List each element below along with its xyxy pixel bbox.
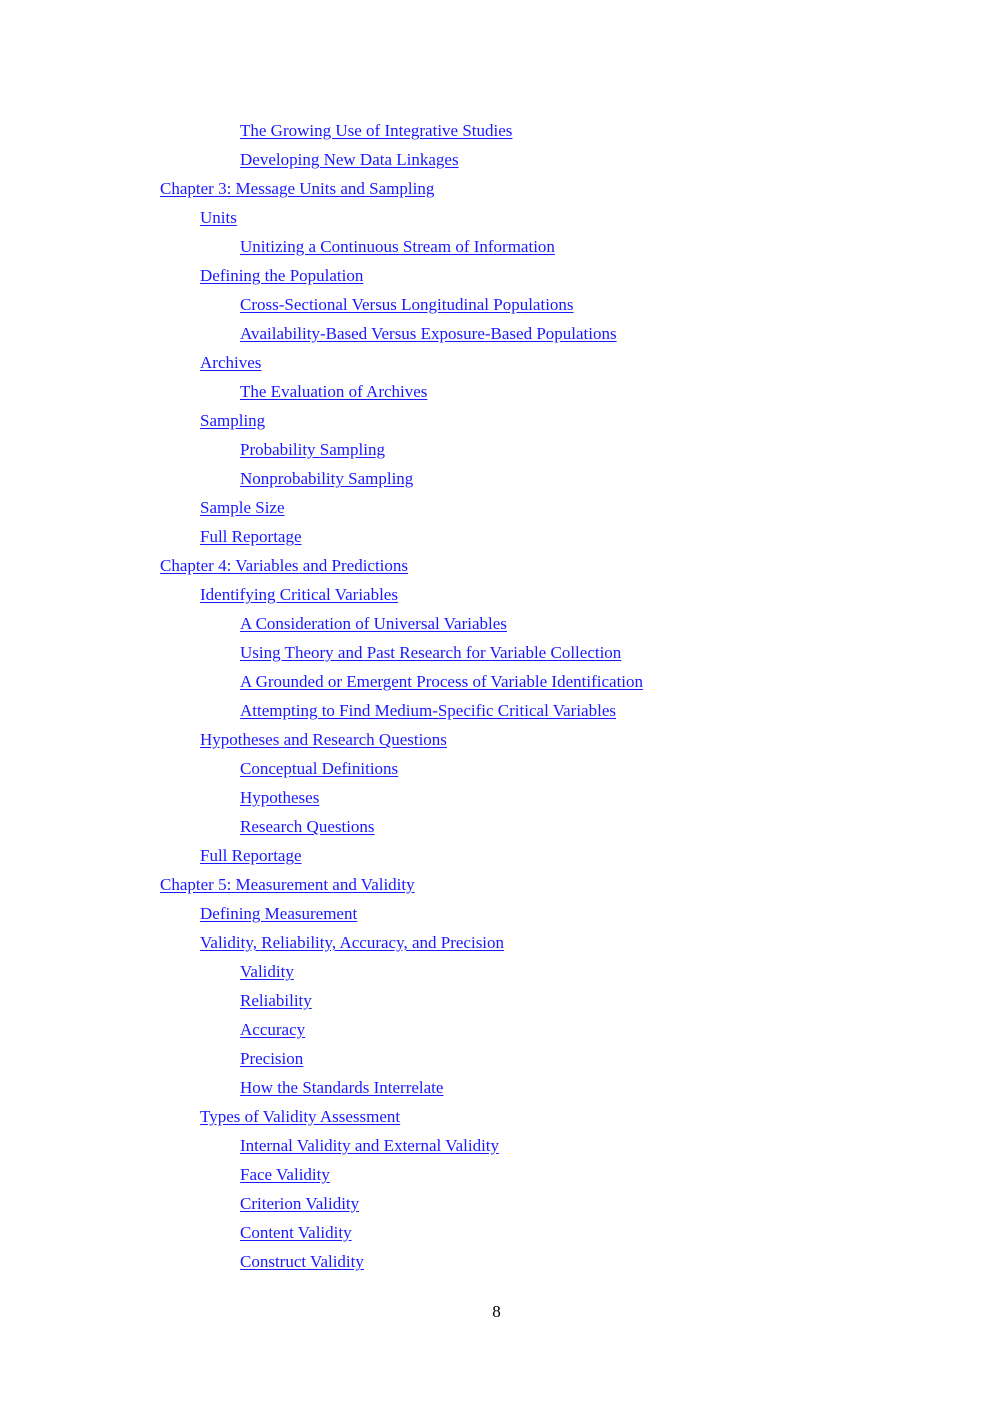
toc-link[interactable]: Research Questions <box>240 817 375 836</box>
toc-section-entry <box>160 1102 860 1131</box>
toc-section-entry <box>160 899 860 928</box>
toc-section-entry <box>160 203 860 232</box>
toc-subsection-entry <box>160 1073 860 1102</box>
toc-link[interactable]: Hypotheses <box>240 788 320 807</box>
toc-subsection-entry <box>160 667 860 696</box>
toc-section-entry <box>160 406 860 435</box>
toc-link[interactable]: Construct Validity <box>240 1252 364 1271</box>
toc-subsection-entry <box>160 783 860 812</box>
toc-link[interactable]: Developing New Data Linkages <box>240 150 459 169</box>
toc-link[interactable]: Types of Validity Assessment <box>200 1107 401 1126</box>
toc-subsection-entry <box>160 957 860 986</box>
toc-link[interactable]: Chapter 4: Variables and Predictions <box>160 556 409 575</box>
toc-link[interactable]: Reliability <box>240 991 312 1010</box>
toc-link[interactable]: Using Theory and Past Research for Variable Collection <box>240 643 622 662</box>
toc-link[interactable]: Content Validity <box>240 1223 352 1242</box>
toc-section-entry <box>160 261 860 290</box>
toc-link[interactable]: The Evaluation of Archives <box>240 382 428 401</box>
toc-subsection-entry <box>160 812 860 841</box>
toc-link[interactable]: Cross-Sectional Versus Longitudinal Populations <box>240 295 574 314</box>
toc-link[interactable]: Sample Size <box>200 498 285 517</box>
toc-link[interactable]: How the Standards Interrelate <box>240 1078 444 1097</box>
toc-link[interactable]: Accuracy <box>240 1020 306 1039</box>
toc-link[interactable]: Units <box>200 208 237 227</box>
toc-link[interactable]: Attempting to Find Medium-Specific Critical Variables <box>240 701 616 720</box>
toc-subsection-entry <box>160 986 860 1015</box>
toc-subsection-entry <box>160 609 860 638</box>
toc-subsection-entry <box>160 638 860 667</box>
toc-link[interactable]: Hypotheses and Research Questions <box>200 730 447 749</box>
toc-link[interactable]: Archives <box>200 353 262 372</box>
toc-chapter-entry <box>160 551 860 580</box>
toc-link[interactable]: Unitizing a Continuous Stream of Information <box>240 237 555 256</box>
toc-section-entry <box>160 928 860 957</box>
toc-link[interactable]: Face Validity <box>240 1165 330 1184</box>
toc-section-entry <box>160 580 860 609</box>
toc-subsection-entry <box>160 464 860 493</box>
toc-subsection-entry <box>160 1131 860 1160</box>
toc-subsection-entry <box>160 116 860 145</box>
toc-chapter-entry <box>160 870 860 899</box>
table-of-contents <box>160 116 860 1276</box>
toc-link[interactable]: Full Reportage <box>200 527 302 546</box>
toc-section-entry <box>160 841 860 870</box>
toc-link[interactable]: Availability-Based Versus Exposure-Based Populations <box>240 324 617 343</box>
toc-subsection-entry <box>160 232 860 261</box>
toc-link[interactable]: Internal Validity and External Validity <box>240 1136 500 1155</box>
toc-subsection-entry <box>160 377 860 406</box>
toc-link[interactable]: Probability Sampling <box>240 440 385 459</box>
toc-subsection-entry <box>160 1189 860 1218</box>
toc-subsection-entry <box>160 145 860 174</box>
toc-section-entry <box>160 725 860 754</box>
toc-link[interactable]: Conceptual Definitions <box>240 759 399 778</box>
toc-link[interactable]: The Growing Use of Integrative Studies <box>240 121 513 140</box>
toc-link[interactable]: Validity, Reliability, Accuracy, and Precision <box>200 933 505 952</box>
toc-subsection-entry <box>160 696 860 725</box>
toc-link[interactable]: Defining the Population <box>200 266 364 285</box>
toc-subsection-entry <box>160 1015 860 1044</box>
toc-subsection-entry <box>160 1218 860 1247</box>
toc-link[interactable]: Identifying Critical Variables <box>200 585 398 604</box>
toc-subsection-entry <box>160 1247 860 1276</box>
toc-link[interactable]: Sampling <box>200 411 266 430</box>
toc-link[interactable]: Precision <box>240 1049 304 1068</box>
toc-subsection-entry <box>160 754 860 783</box>
toc-section-entry <box>160 493 860 522</box>
toc-link[interactable]: Validity <box>240 962 294 981</box>
toc-chapter-entry <box>160 174 860 203</box>
toc-section-entry <box>160 522 860 551</box>
toc-section-entry <box>160 348 860 377</box>
toc-link[interactable]: Chapter 5: Measurement and Validity <box>160 875 415 894</box>
toc-link[interactable]: Nonprobability Sampling <box>240 469 414 488</box>
toc-link[interactable]: Defining Measurement <box>200 904 358 923</box>
page-number: 8 <box>492 1302 501 1321</box>
toc-link[interactable]: Chapter 3: Message Units and Sampling <box>160 179 435 198</box>
toc-link[interactable]: Criterion Validity <box>240 1194 360 1213</box>
toc-link[interactable]: Full Reportage <box>200 846 302 865</box>
toc-subsection-entry <box>160 1044 860 1073</box>
toc-subsection-entry <box>160 319 860 348</box>
toc-link[interactable]: A Consideration of Universal Variables <box>240 614 507 633</box>
toc-link[interactable]: A Grounded or Emergent Process of Variable Identification <box>240 672 644 691</box>
toc-subsection-entry <box>160 435 860 464</box>
toc-subsection-entry <box>160 1160 860 1189</box>
toc-subsection-entry <box>160 290 860 319</box>
